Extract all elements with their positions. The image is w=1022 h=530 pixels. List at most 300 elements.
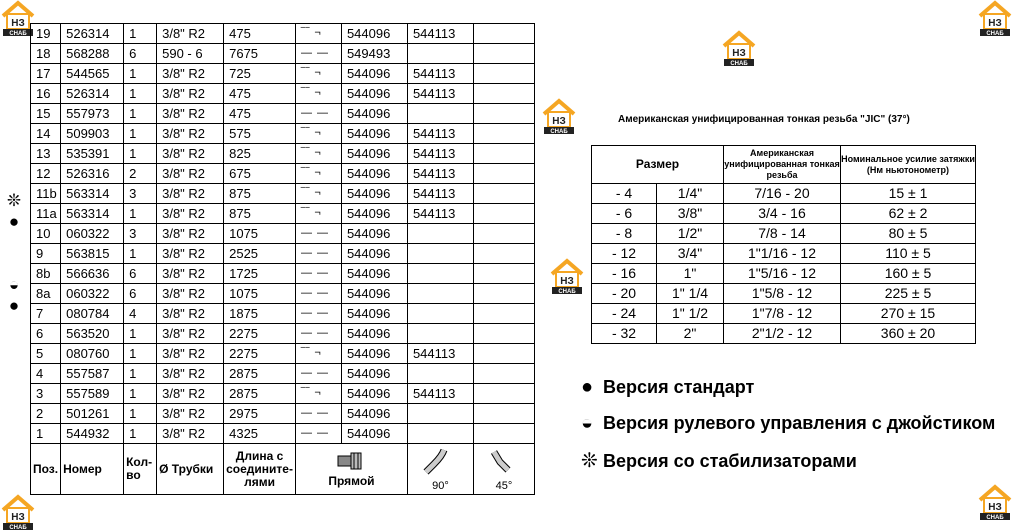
cell-c xyxy=(473,344,534,364)
cell-b xyxy=(407,424,473,444)
jic-cell-torque: 110 ± 5 xyxy=(841,244,976,264)
cell-c xyxy=(473,104,534,124)
legend-standard-label: Версия стандарт xyxy=(603,377,755,397)
cell-fit: ‾‾ ¬ xyxy=(295,344,341,364)
cell-b xyxy=(407,264,473,284)
cell-tube: 3/8" R2 xyxy=(157,224,224,244)
cell-c xyxy=(473,24,534,44)
cell-fit: — — xyxy=(295,264,341,284)
cell-pos: 3 xyxy=(31,384,61,404)
cell-len: 2875 xyxy=(224,364,296,384)
cell-pos: 12 xyxy=(31,164,61,184)
cell-qty: 1 xyxy=(124,24,157,44)
cell-qty: 1 xyxy=(124,144,157,164)
cell-c xyxy=(473,364,534,384)
jic-cell-inch: 2" xyxy=(657,324,724,344)
col-tube-label: Трубки xyxy=(171,461,214,476)
cell-b xyxy=(407,104,473,124)
jic-cell-inch: 3/4" xyxy=(657,244,724,264)
cell-c xyxy=(473,144,534,164)
cell-num: 557973 xyxy=(61,104,124,124)
cell-c xyxy=(473,164,534,184)
jic-cell-torque: 225 ± 5 xyxy=(841,284,976,304)
cell-b: 544113 xyxy=(407,164,473,184)
cell-tube: 3/8" R2 xyxy=(157,184,224,204)
legend-joystick xyxy=(581,412,995,435)
cell-a: 549493 xyxy=(341,44,407,64)
cell-tube: 3/8" R2 xyxy=(157,124,224,144)
jic-cell-thread: 2"1/2 - 12 xyxy=(724,324,841,344)
cell-pos: 19 xyxy=(31,24,61,44)
jic-cell-dash: - 32 xyxy=(592,324,657,344)
logo-text: НЗ xyxy=(11,512,25,523)
cell-a: 544096 xyxy=(341,424,407,444)
parts-row xyxy=(31,204,535,224)
cell-c xyxy=(473,404,534,424)
jic-cell-thread: 1"5/16 - 12 xyxy=(724,264,841,284)
parts-row xyxy=(31,264,535,284)
cell-b: 544113 xyxy=(407,84,473,104)
cell-len: 1075 xyxy=(224,284,296,304)
cell-tube: 3/8" R2 xyxy=(157,104,224,124)
joystick-icon: ◒ xyxy=(8,275,20,294)
cell-a: 544096 xyxy=(341,384,407,404)
joystick-icon: ◒ xyxy=(581,412,594,434)
jic-cell-torque: 160 ± 5 xyxy=(841,264,976,284)
cell-num: 563520 xyxy=(61,324,124,344)
cell-fit: — — xyxy=(295,364,341,384)
cell-a: 544096 xyxy=(341,344,407,364)
cell-pos: 15 xyxy=(31,104,61,124)
cell-len: 2275 xyxy=(224,344,296,364)
logo-subtext: СНАБ xyxy=(550,129,568,134)
cell-fit: ‾‾ ¬ xyxy=(295,204,341,224)
cell-fit: ‾‾ ¬ xyxy=(295,144,341,164)
diameter-icon: Ø xyxy=(159,461,169,476)
parts-row xyxy=(31,64,535,84)
cell-c xyxy=(473,244,534,264)
cell-a: 544096 xyxy=(341,324,407,344)
jic-cell-dash: - 8 xyxy=(592,224,657,244)
cell-pos: 14 xyxy=(31,124,61,144)
cell-len: 1875 xyxy=(224,304,296,324)
cell-len: 7675 xyxy=(224,44,296,64)
cell-b: 544113 xyxy=(407,184,473,204)
jic-row xyxy=(592,324,976,344)
cell-c xyxy=(473,124,534,144)
cell-qty: 4 xyxy=(124,304,157,324)
jic-row xyxy=(592,264,976,284)
cell-a: 544096 xyxy=(341,164,407,184)
parts-row xyxy=(31,324,535,344)
parts-header-row xyxy=(31,444,535,495)
parts-row xyxy=(31,404,535,424)
cell-b xyxy=(407,304,473,324)
cell-c xyxy=(473,304,534,324)
cell-tube: 3/8" R2 xyxy=(157,204,224,224)
cell-tube: 3/8" R2 xyxy=(157,64,224,84)
jic-row xyxy=(592,244,976,264)
cell-qty: 6 xyxy=(124,284,157,304)
jic-row xyxy=(592,224,976,244)
cell-b xyxy=(407,224,473,244)
jic-cell-dash: - 4 xyxy=(592,184,657,204)
cell-fit: ‾‾ ¬ xyxy=(295,64,341,84)
cell-len: 875 xyxy=(224,184,296,204)
nz-snab-logo xyxy=(0,494,36,530)
cell-pos: 7 xyxy=(31,304,61,324)
col-tube xyxy=(157,444,224,495)
cell-len: 725 xyxy=(224,64,296,84)
logo-subtext: СНАБ xyxy=(558,289,576,294)
cell-fit: ‾‾ ¬ xyxy=(295,84,341,104)
cell-qty: 1 xyxy=(124,244,157,264)
cell-len: 475 xyxy=(224,84,296,104)
logo-subtext: СНАБ xyxy=(9,31,27,36)
cell-pos: 13 xyxy=(31,144,61,164)
cell-fit: — — xyxy=(295,224,341,244)
jic-cell-torque: 360 ± 20 xyxy=(841,324,976,344)
straight-fitting-icon xyxy=(336,450,366,472)
jic-cell-thread: 1"1/16 - 12 xyxy=(724,244,841,264)
cell-pos: 2 xyxy=(31,404,61,424)
parts-row xyxy=(31,104,535,124)
cell-pos: 16 xyxy=(31,84,61,104)
jic-cell-torque: 80 ± 5 xyxy=(841,224,976,244)
cell-tube: 3/8" R2 xyxy=(157,424,224,444)
cell-fit: — — xyxy=(295,284,341,304)
cell-tube: 3/8" R2 xyxy=(157,384,224,404)
col-length: Длина с соедините-лями xyxy=(224,444,296,495)
elbow-90-icon xyxy=(420,446,460,476)
nz-snab-logo xyxy=(977,0,1013,36)
cell-b: 544113 xyxy=(407,64,473,84)
cell-fit: — — xyxy=(295,44,341,64)
col-90-label: 90° xyxy=(432,479,449,492)
stabilizer-icon: ❊ xyxy=(6,191,22,210)
jic-row xyxy=(592,204,976,224)
parts-row xyxy=(31,424,535,444)
logo-subtext: СНАБ xyxy=(730,61,748,66)
parts-row xyxy=(31,24,535,44)
cell-c xyxy=(473,224,534,244)
jic-cell-torque: 270 ± 15 xyxy=(841,304,976,324)
logo-text: НЗ xyxy=(11,18,25,29)
cell-qty: 6 xyxy=(124,44,157,64)
jic-col-thread: Американская унифицированная тонкая резьба xyxy=(724,146,841,184)
cell-len: 475 xyxy=(224,24,296,44)
logo-subtext: СНАБ xyxy=(9,525,27,530)
col-90 xyxy=(407,444,473,495)
cell-fit: — — xyxy=(295,244,341,264)
cell-num: 563314 xyxy=(61,184,124,204)
cell-pos: 4 xyxy=(31,364,61,384)
col-straight-label: Прямой xyxy=(328,474,375,488)
cell-c xyxy=(473,204,534,224)
cell-b: 544113 xyxy=(407,144,473,164)
jic-cell-inch: 1" 1/2 xyxy=(657,304,724,324)
logo-text: НЗ xyxy=(988,18,1002,29)
jic-row xyxy=(592,284,976,304)
cell-qty: 3 xyxy=(124,224,157,244)
cell-num: 568288 xyxy=(61,44,124,64)
cell-tube: 3/8" R2 xyxy=(157,244,224,264)
stabilizer-icon: ❊ xyxy=(581,450,598,472)
legend-joystick-label: Версия рулевого управления с джойстиком xyxy=(603,413,996,433)
cell-b: 544113 xyxy=(407,204,473,224)
cell-fit: — — xyxy=(295,324,341,344)
cell-pos: 11a xyxy=(31,204,61,224)
cell-qty: 1 xyxy=(124,404,157,424)
cell-a: 544096 xyxy=(341,184,407,204)
cell-num: 060322 xyxy=(61,284,124,304)
cell-b xyxy=(407,404,473,424)
jic-col-size: Размер xyxy=(592,146,724,184)
logo-text: НЗ xyxy=(988,502,1002,513)
legend-stabilizer xyxy=(581,448,857,473)
parts-row xyxy=(31,124,535,144)
elbow-45-icon xyxy=(486,446,522,476)
jic-cell-inch: 1/4" xyxy=(657,184,724,204)
cell-num: 544932 xyxy=(61,424,124,444)
cell-a: 544096 xyxy=(341,244,407,264)
cell-pos: 8b xyxy=(31,264,61,284)
cell-len: 875 xyxy=(224,204,296,224)
cell-b: 544113 xyxy=(407,344,473,364)
cell-b xyxy=(407,364,473,384)
cell-c xyxy=(473,264,534,284)
logo-text: НЗ xyxy=(560,276,574,287)
cell-tube: 3/8" R2 xyxy=(157,324,224,344)
cell-qty: 1 xyxy=(124,124,157,144)
jic-table-title: Американская унифицированная тонкая резьба "JIC" (37°) xyxy=(618,114,910,125)
cell-num: 526314 xyxy=(61,24,124,44)
cell-fit: — — xyxy=(295,424,341,444)
jic-cell-torque: 62 ± 2 xyxy=(841,204,976,224)
cell-b xyxy=(407,44,473,64)
nz-snab-logo xyxy=(541,98,577,134)
jic-cell-dash: - 24 xyxy=(592,304,657,324)
cell-tube: 3/8" R2 xyxy=(157,304,224,324)
col-qty: Кол-во xyxy=(124,444,157,495)
jic-col-torque: Номинальное усилие затяжки (Нм ньютонометр) xyxy=(841,146,976,184)
parts-row xyxy=(31,384,535,404)
cell-qty: 6 xyxy=(124,264,157,284)
cell-fit: ‾‾ ¬ xyxy=(295,384,341,404)
cell-num: 509903 xyxy=(61,124,124,144)
cell-num: 544565 xyxy=(61,64,124,84)
col-pos: Поз. xyxy=(31,444,61,495)
cell-b xyxy=(407,284,473,304)
jic-cell-inch: 1" xyxy=(657,264,724,284)
cell-pos: 1 xyxy=(31,424,61,444)
parts-row xyxy=(31,344,535,364)
cell-num: 563815 xyxy=(61,244,124,264)
col-45-label: 45° xyxy=(495,479,513,492)
cell-pos: 17 xyxy=(31,64,61,84)
cell-num: 535391 xyxy=(61,144,124,164)
jic-cell-thread: 1"5/8 - 12 xyxy=(724,284,841,304)
col-45 xyxy=(473,444,534,495)
cell-len: 825 xyxy=(224,144,296,164)
cell-num: 060322 xyxy=(61,224,124,244)
logo-text: НЗ xyxy=(732,48,746,59)
cell-len: 2525 xyxy=(224,244,296,264)
cell-fit: — — xyxy=(295,104,341,124)
cell-tube: 3/8" R2 xyxy=(157,24,224,44)
cell-c xyxy=(473,184,534,204)
cell-a: 544096 xyxy=(341,404,407,424)
cell-a: 544096 xyxy=(341,364,407,384)
cell-a: 544096 xyxy=(341,144,407,164)
col-straight xyxy=(295,444,407,495)
cell-len: 575 xyxy=(224,124,296,144)
cell-c xyxy=(473,284,534,304)
jic-cell-inch: 1" 1/4 xyxy=(657,284,724,304)
cell-c xyxy=(473,424,534,444)
cell-c xyxy=(473,44,534,64)
cell-len: 2275 xyxy=(224,324,296,344)
cell-num: 557589 xyxy=(61,384,124,404)
nz-snab-logo xyxy=(721,30,757,66)
cell-tube: 3/8" R2 xyxy=(157,144,224,164)
cell-fit: — — xyxy=(295,404,341,424)
cell-tube: 3/8" R2 xyxy=(157,284,224,304)
cell-len: 1075 xyxy=(224,224,296,244)
cell-b: 544113 xyxy=(407,24,473,44)
cell-len: 1725 xyxy=(224,264,296,284)
cell-c xyxy=(473,384,534,404)
jic-header-row xyxy=(592,146,976,184)
cell-qty: 2 xyxy=(124,164,157,184)
logo-text: НЗ xyxy=(552,116,566,127)
standard-icon: ● xyxy=(581,376,594,398)
cell-fit: ‾‾ ¬ xyxy=(295,24,341,44)
cell-c xyxy=(473,64,534,84)
cell-a: 544096 xyxy=(341,204,407,224)
nz-snab-logo xyxy=(549,258,585,294)
nz-snab-logo xyxy=(977,484,1013,520)
cell-c xyxy=(473,324,534,344)
cell-qty: 1 xyxy=(124,364,157,384)
parts-row xyxy=(31,224,535,244)
cell-num: 080760 xyxy=(61,344,124,364)
jic-cell-thread: 3/4 - 16 xyxy=(724,204,841,224)
jic-cell-thread: 1"7/8 - 12 xyxy=(724,304,841,324)
cell-a: 544096 xyxy=(341,224,407,244)
jic-cell-dash: - 20 xyxy=(592,284,657,304)
jic-cell-dash: - 6 xyxy=(592,204,657,224)
cell-tube: 3/8" R2 xyxy=(157,264,224,284)
legend-standard xyxy=(581,376,754,399)
cell-a: 544096 xyxy=(341,64,407,84)
hose-parts-table xyxy=(30,23,535,495)
cell-pos: 10 xyxy=(31,224,61,244)
standard-icon: ● xyxy=(8,296,20,315)
cell-a: 544096 xyxy=(341,104,407,124)
cell-qty: 3 xyxy=(124,184,157,204)
cell-tube: 3/8" R2 xyxy=(157,344,224,364)
parts-row xyxy=(31,184,535,204)
cell-pos: 9 xyxy=(31,244,61,264)
cell-pos: 5 xyxy=(31,344,61,364)
cell-num: 501261 xyxy=(61,404,124,424)
jic-cell-dash: - 12 xyxy=(592,244,657,264)
cell-pos: 11b xyxy=(31,184,61,204)
cell-num: 563314 xyxy=(61,204,124,224)
logo-subtext: СНАБ xyxy=(986,515,1004,520)
cell-qty: 1 xyxy=(124,64,157,84)
jic-cell-dash: - 16 xyxy=(592,264,657,284)
cell-qty: 1 xyxy=(124,424,157,444)
cell-pos: 8a xyxy=(31,284,61,304)
cell-qty: 1 xyxy=(124,384,157,404)
cell-b xyxy=(407,324,473,344)
cell-num: 566636 xyxy=(61,264,124,284)
legend-stabilizer-label: Версия со стабилизаторами xyxy=(603,451,857,471)
jic-cell-inch: 1/2" xyxy=(657,224,724,244)
cell-qty: 1 xyxy=(124,84,157,104)
cell-qty: 1 xyxy=(124,204,157,224)
cell-num: 080784 xyxy=(61,304,124,324)
cell-a: 544096 xyxy=(341,124,407,144)
parts-row xyxy=(31,44,535,64)
jic-row xyxy=(592,304,976,324)
cell-tube: 3/8" R2 xyxy=(157,164,224,184)
cell-fit: — — xyxy=(295,304,341,324)
standard-icon: ● xyxy=(8,212,20,231)
cell-fit: ‾‾ ¬ xyxy=(295,184,341,204)
parts-row xyxy=(31,84,535,104)
parts-row xyxy=(31,364,535,384)
cell-a: 544096 xyxy=(341,264,407,284)
cell-qty: 1 xyxy=(124,324,157,344)
cell-a: 544096 xyxy=(341,284,407,304)
cell-tube: 3/8" R2 xyxy=(157,84,224,104)
cell-num: 526314 xyxy=(61,84,124,104)
parts-row xyxy=(31,284,535,304)
cell-a: 544096 xyxy=(341,304,407,324)
cell-num: 557587 xyxy=(61,364,124,384)
cell-fit: ‾‾ ¬ xyxy=(295,124,341,144)
cell-tube: 590 - 6 xyxy=(157,44,224,64)
cell-pos: 18 xyxy=(31,44,61,64)
cell-b: 544113 xyxy=(407,124,473,144)
jic-cell-inch: 3/8" xyxy=(657,204,724,224)
cell-len: 2875 xyxy=(224,384,296,404)
jic-thread-table xyxy=(591,145,976,344)
cell-b: 544113 xyxy=(407,384,473,404)
cell-c xyxy=(473,84,534,104)
cell-len: 475 xyxy=(224,104,296,124)
cell-len: 4325 xyxy=(224,424,296,444)
cell-len: 2975 xyxy=(224,404,296,424)
cell-b xyxy=(407,244,473,264)
cell-pos: 6 xyxy=(31,324,61,344)
parts-row xyxy=(31,144,535,164)
cell-qty: 1 xyxy=(124,344,157,364)
jic-row xyxy=(592,184,976,204)
parts-row xyxy=(31,244,535,264)
cell-fit: ‾‾ ¬ xyxy=(295,164,341,184)
cell-tube: 3/8" R2 xyxy=(157,404,224,424)
logo-subtext: СНАБ xyxy=(986,31,1004,36)
cell-num: 526316 xyxy=(61,164,124,184)
parts-row xyxy=(31,304,535,324)
cell-a: 544096 xyxy=(341,24,407,44)
cell-a: 544096 xyxy=(341,84,407,104)
cell-tube: 3/8" R2 xyxy=(157,364,224,384)
